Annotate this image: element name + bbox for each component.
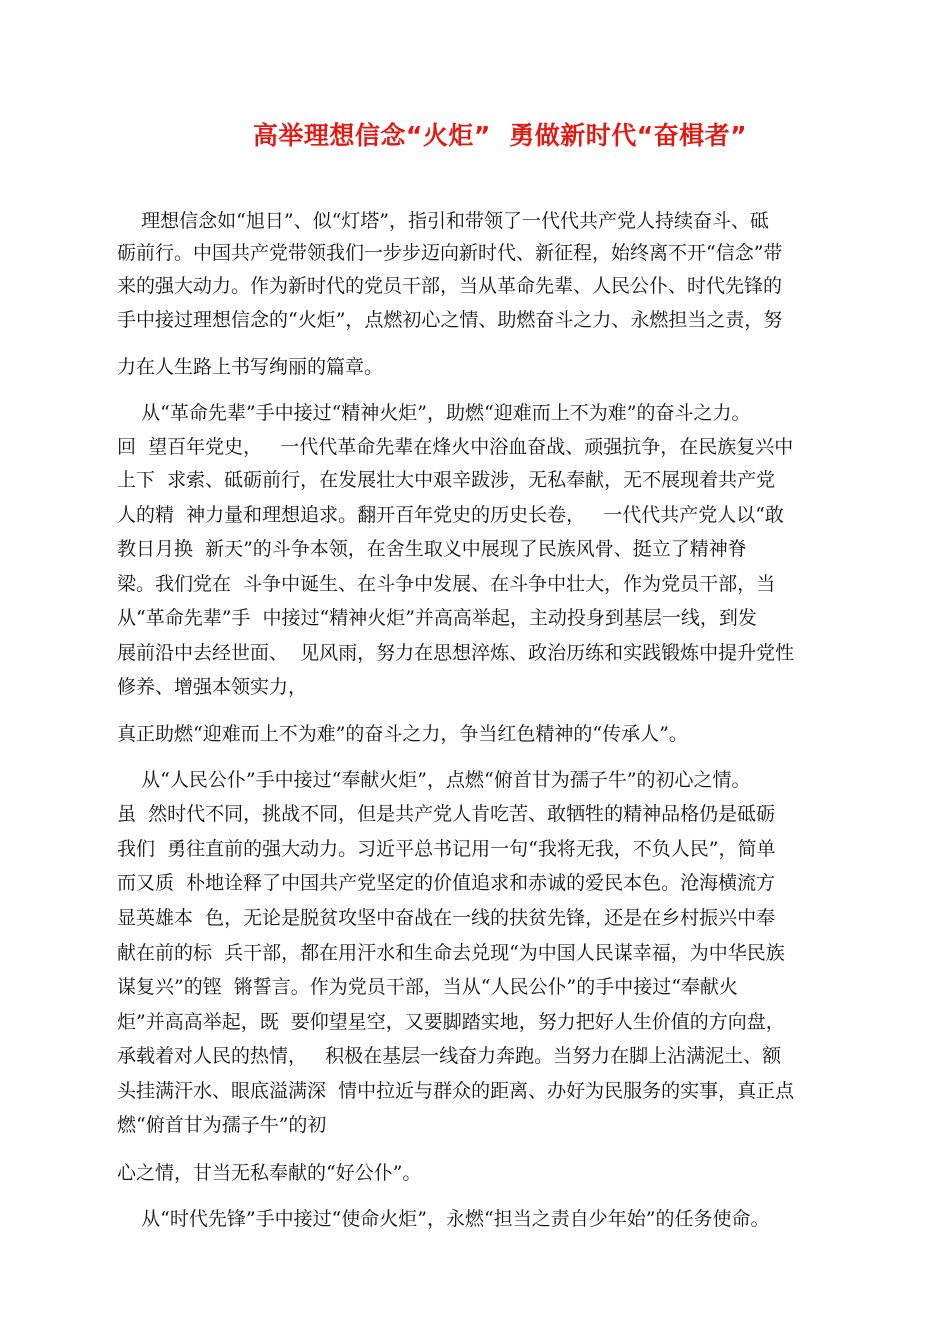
text-line: 承载着对人民的热情， 积极在基层一线奋力奔跑。当努力在脚上沾满泥土、额 [117, 1045, 782, 1067]
document-title: 高举理想信念“火炬” 勇做新时代“奋楫者” [252, 121, 748, 150]
text-line: 理想信念如“旭日”、似“灯塔”，指引和带领了一代代共产党人持续奋斗、砥 [117, 210, 770, 232]
text-line: 从“时代先锋”手中接过“使命火炬”，永燃“担当之责自少年始”的任务使命。 [117, 1208, 770, 1230]
text-line: 上下 求索、砥砺前行，在发展壮大中艰辛跋涉，无私奉献，无不展现着共产党 [117, 469, 776, 491]
text-line: 从“人民公仆”手中接过“奉献火炬”，点燃“俯首甘为孺子牛”的初心之情。 [117, 769, 751, 791]
text-line: 从“革命先辈”手 中接过“精神火炬”并高高举起，主动投身到基层一线，到发 [117, 607, 757, 629]
text-line: 人的精 神力量和理想追求。翻开百年党史的历史长卷， 一代代共产党人以“敢 [117, 504, 784, 526]
text-line: 砺前行。中国共产党带领我们一步步迈向新时代、新征程，始终离不开“信念”带 [117, 242, 783, 264]
text-line: 虽 然时代不同，挑战不同，但是共产党人肯吃苦、敢牺牲的精神品格仍是砥砺 [117, 803, 776, 825]
text-line: 梁。我们党在 斗争中诞生、在斗争中发展、在斗争中壮大，作为党员干部，当 [117, 573, 776, 595]
text-line: 教日月换 新天”的斗争本领，在舍生取义中展现了民族风骨、挺立了精神脊 [117, 538, 747, 560]
text-line: 手中接过理想信念的“火炬”，点燃初心之情、助燃奋斗之力、永燃担当之责，努 [117, 309, 783, 331]
text-line: 力在人生路上书写绚丽的篇章。 [117, 356, 384, 378]
text-line: 燃“俯首甘为孺子牛”的初 [117, 1114, 327, 1136]
text-line: 展前沿中去经世面、 见风雨，努力在思想淬炼、政治历练和实践锻炼中提升党性 [117, 642, 795, 664]
text-line: 而又质 朴地诠释了中国共产党坚定的价值追求和赤诚的爱民本色。沧海横流方 [117, 872, 776, 894]
text-line: 谋复兴”的铿 锵誓言。作为党员干部，当从“人民公仆”的手中接过“奉献火 [117, 976, 738, 998]
text-line: 头挂满汗水、眼底溢满深 情中拉近与群众的距离、办好为民服务的实事，真正点 [117, 1080, 795, 1102]
text-line: 我们 勇往直前的强大动力。习近平总书记用一句“我将无我，不负人民”，简单 [117, 838, 776, 860]
text-line: 炬”并高高举起，既 要仰望星空，又要脚踏实地，努力把好人生价值的方向盘， [117, 1011, 785, 1033]
text-line: 修养、增强本领实力， [117, 676, 308, 698]
text-line: 回 望百年党史， 一代代革命先辈在烽火中浴血奋战、顽强抗争，在民族复兴中 [117, 436, 794, 458]
text-line: 心之情，甘当无私奉献的“好公仆”。 [117, 1162, 422, 1184]
text-line: 来的强大动力。作为新时代的党员干部，当从革命先辈、人民公仆、时代先锋的 [117, 275, 783, 297]
text-line: 献在前的标 兵干部，都在用汗水和生命去兑现“为中国人民谋幸福，为中华民族 [117, 942, 785, 964]
text-line: 显英雄本 色，无论是脱贫攻坚中奋战在一线的扶贫先锋，还是在乡村振兴中奉 [117, 907, 776, 929]
text-line: 真正助燃“迎难而上不为难”的奋斗之力，争当红色精神的“传承人”。 [117, 723, 688, 745]
text-line: 从“革命先辈”手中接过“精神火炬”，助燃“迎难而上不为难”的奋斗之力。 [117, 402, 751, 424]
